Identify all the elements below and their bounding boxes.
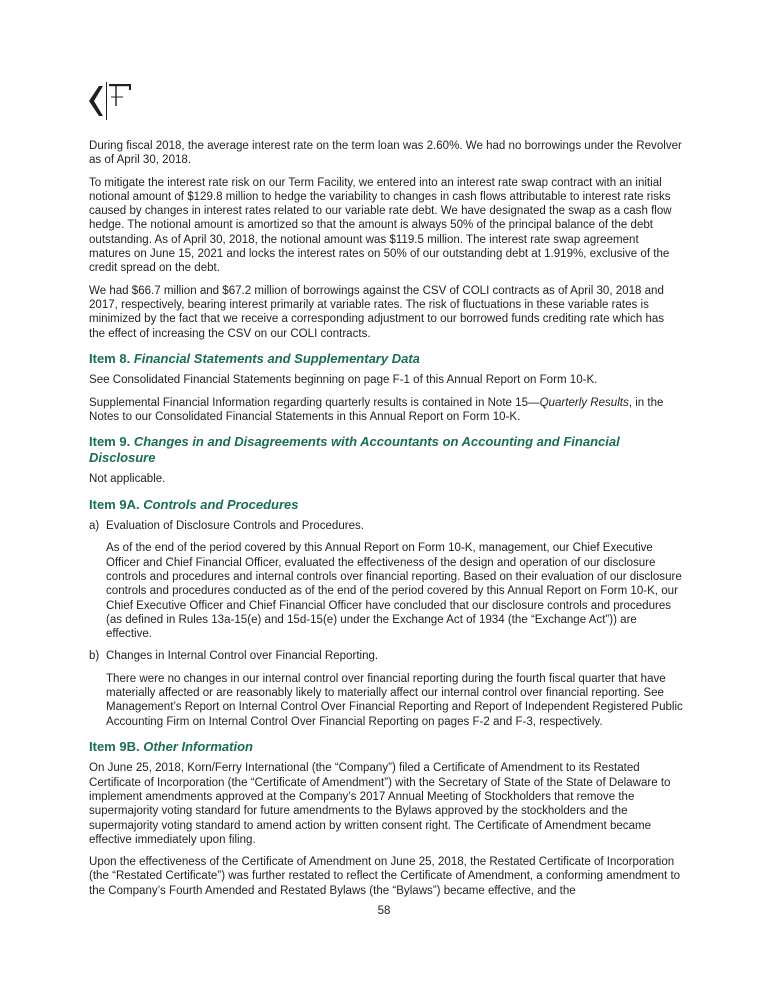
paragraph: Upon the effectiveness of the Certificate of Amendment on June 25, 2018, the Restated Certificate of Incorporation (the “Restated Certificate”) was further restated to reflect the Certificate of Amendment, a conforming amendment to the Company’s Fourth Amended and Restated Bylaws (the “Bylaws”) became effective, and the: [89, 856, 681, 897]
paragraph: To mitigate the interest rate risk on our Term Facility, we entered into an interest rate swap contract with an initial notional amount of $129.8 million to hedge the variability to changes in cash flows attributable to interest rate risks caused by changes in interest rates related to our variable rate debt. We have designated the swap as a cash flow hedge. The notional amount is amortized so that the amount is always 50% of the principal balance of the debt outstanding. As of April 30, 2018, the notional amount was $119.5 million. The interest rate swap agreement matures on June 15, 2021 and locks the interest rates on 50% of our outstanding debt at 1.919%, exclusive of the credit spread on the debt.: [89, 176, 672, 275]
section-heading-item-9a: Item 9A. Controls and Procedures: [89, 496, 299, 512]
company-logo: [89, 82, 137, 120]
document-body: [89, 139, 683, 906]
paragraph: See Consolidated Financial Statements beginning on page F-1 of this Annual Report on Form 10-K.: [89, 374, 598, 387]
section-heading-item-9: Item 9. Changes in and Disagreements with Accountants on Accounting and Financial Disclosure: [89, 434, 620, 465]
section-heading-item-8: Item 8. Financial Statements and Supplementary Data: [89, 350, 420, 366]
paragraph: Supplemental Financial Information regarding quarterly results is contained in Note 15—Quarterly Results, in the Notes to our Consolidated Financial Statements in this Annual Report on Form 10-K.: [89, 396, 664, 423]
paragraph: During fiscal 2018, the average interest rate on the term loan was 2.60%. We had no borrowings under the Revolver as of April 30, 2018.: [89, 140, 682, 167]
section-heading-item-9b: Item 9B. Other Information: [89, 738, 253, 754]
list-item-b: b) Changes in Internal Control over Financial Reporting.: [89, 650, 379, 663]
page-number: 58: [377, 905, 391, 917]
paragraph: As of the end of the period covered by this Annual Report on Form 10-K, management, our Chief Executive Officer and Chief Financial Officer, evaluated the effectiveness of the design and operation of our disclosure controls and procedures and internal controls over financial reporting. Based on their evaluation of our disclosure controls and procedures conducted as of the end of the period covered by this Annual Report on Form 10-K, our Chief Executive Officer and Chief Financial Officer have concluded that our disclosure controls and procedures (as defined in Rules 13a-15(e) and 15d-15(e) under the Exchange Act of 1934 (the “Exchange Act”)) are effective.: [106, 542, 682, 641]
paragraph: There were no changes in our internal control over financial reporting during the fourth fiscal quarter that have materially affected or are reasonably likely to materially affect our internal control over financial reporting. See Management’s Report on Internal Control Over Financial Reporting and Report of Independent Registered Public Accounting Firm on Internal Control Over Financial Reporting on pages F-2 and F-3, respectively.: [106, 672, 683, 728]
paragraph: We had $66.7 million and $67.2 million of borrowings against the CSV of COLI contracts as of April 30, 2018 and 2017, respectively, bearing interest primarily at variable rates. The risk of fluctuations in these variable rates is minimized by the fact that we receive a corresponding adjustment to our borrowed funds crediting rate which has the effect of increasing the CSV on our COLI contracts.: [89, 284, 665, 340]
paragraph: On June 25, 2018, Korn/Ferry International (the “Company”) filed a Certificate of Amendment to its Restated Certificate of Incorporation (the “Certificate of Amendment”) with the Secretary of State of the State of Delaware to implement amendments approved at the Company’s 2017 Annual Meeting of Stockholders that remove the supermajority voting standard for future amendments to the Bylaws approved by the stockholders and the supermajority voting standard to amend action by written consent right. The Certificate of Amendment became effective immediately upon filing.: [89, 762, 671, 846]
paragraph: Not applicable.: [89, 473, 166, 486]
list-item-a: a) Evaluation of Disclosure Controls and Procedures.: [89, 520, 365, 533]
